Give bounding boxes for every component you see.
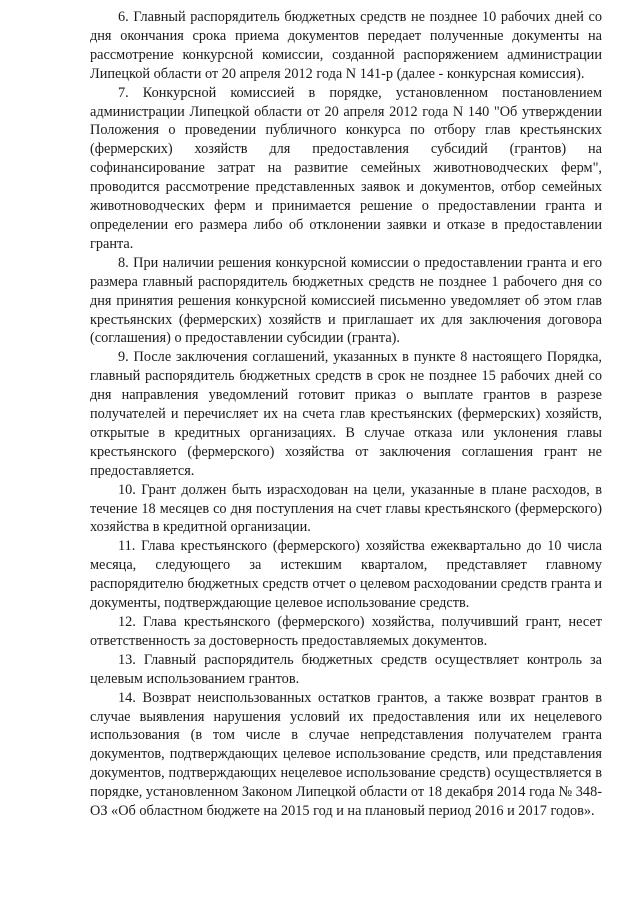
paragraph-8: 8. При наличии решения конкурсной комиссии о предоставлении гранта и его размера главный распорядитель бюджетных средств не позднее 1 рабочего дня со дня принятия решения конкурсной комиссией письменно уведомляет об этом глав крестьянских (фермерских) хозяйств и приглашает их для заключения договора (соглашения) о предоставлении субсидии (гранта). (90, 254, 602, 347)
paragraph-11: 11. Глава крестьянского (фермерского) хозяйства ежеквартально до 10 числа месяца, следующего за истекшим кварталом, представляет главному распорядителю бюджетных средств отчет о целевом расходовании средств гранта и документы, подтверждающие целевое использование средств. (90, 538, 602, 612)
paragraph-12: 12. Глава крестьянского (фермерского) хозяйства, получивший грант, несет ответственность за достоверность предоставляемых документов. (90, 614, 602, 649)
paragraph-6: 6. Главный распорядитель бюджетных средств не позднее 10 рабочих дней со дня окончания срока приема документов передает полученные документы на рассмотрение конкурсной комиссии, созданной распоряжением администрации Липецкой области от 20 апреля 2012 года N 141-р (далее - конкурсная комиссия). (90, 9, 602, 82)
paragraph-7: 7. Конкурсной комиссией в порядке, установленном постановлением администрации Липецкой области от 20 апреля 2012 года N 140 "Об утверждении Положения о проведении публичного конкурса по отбору глав крестьянских (фермерских) хозяйств для предоставления субсидий (грантов) на софинансирование затрат на развитие семейных животноводческих ферм", проводится рассмотрение представленных заявок и документов, отбор семейных животноводческих ферм и принимается решение о предоставлении гранта и определении его размера либо об отклонении заявки и отказе в предоставлении гранта. (90, 84, 602, 252)
paragraph-13: 13. Главный распорядитель бюджетных средств осуществляет контроль за целевым использованием грантов. (90, 651, 602, 687)
document-page (90, 8, 602, 821)
paragraph-10: 10. Грант должен быть израсходован на цели, указанные в плане расходов, в течение 18 месяцев со дня поступления на счет главы крестьянского (фермерского) хозяйства в кредитной организации. (90, 481, 602, 536)
paragraph-14: 14. Возврат неиспользованных остатков грантов, а также возврат грантов в случае выявления нарушения условий их предоставления или их нецелевого использования (в том числе в случае непредставления получателем гранта документов, подтверждающих целевое использование средств, или представления документов, подтверждающих нецелевое использование средств) осуществляется в порядке, установленном Законом Липецкой области от 18 декабря 2014 года № 348-ОЗ «Об областном бюджете на 2015 год и на плановый период 2016 и 2017 годов». (90, 689, 602, 820)
paragraph-9: 9. После заключения соглашений, указанных в пункте 8 настоящего Порядка, главный распорядитель бюджетных средств в срок не позднее 15 рабочих дней со дня направления уведомлений готовит приказ о выплате грантов в разрезе получателей и перечисляет их на счета глав крестьянских (фермерских) хозяйств, открытые в кредитных организациях. В случае отказа или уклонения главы крестьянского (фермерского) хозяйства от заключения соглашения грант не предоставляется. (90, 349, 602, 479)
